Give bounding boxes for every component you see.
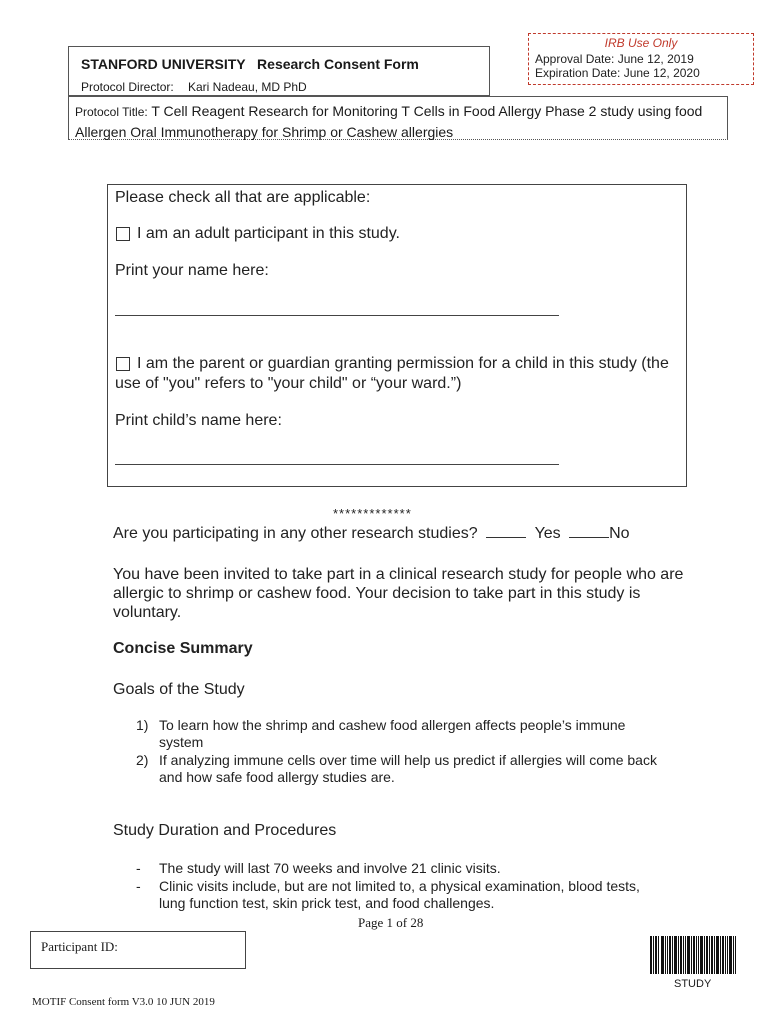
form-header [68, 46, 490, 96]
guardian-checkbox[interactable] [116, 357, 130, 371]
procedure-2-bullet: - [136, 878, 141, 894]
no-blank[interactable] [569, 537, 609, 538]
participant-id-box[interactable] [30, 931, 246, 969]
invite-line-2: allergic to shrimp or cashew food. Your decision to take part in this study is [113, 585, 641, 602]
goal-2-line1: If analyzing immune cells over time will help us predict if allergies will come back [159, 752, 657, 768]
participant-type-panel [107, 184, 687, 487]
irb-expiration-date: Expiration Date: June 12, 2020 [535, 66, 700, 80]
procedure-1-line1: The study will last 70 weeks and involve 21 clinic visits. [159, 860, 501, 876]
protocol-title-label: Protocol Title: [75, 105, 148, 119]
print-name-label: Print your name here: [115, 262, 269, 279]
goal-2-line2: and how safe food allergy studies are. [159, 769, 395, 785]
goal-1-number: 1) [136, 717, 149, 733]
goal-1-line1: To learn how the shrimp and cashew food allergen affects people’s immune [159, 717, 626, 733]
panel-heading: Please check all that are applicable: [115, 189, 371, 206]
child-name-field[interactable] [115, 464, 559, 465]
protocol-director-value: Kari Nadeau, MD PhD [188, 80, 307, 94]
print-child-name-label: Print child’s name here: [115, 412, 282, 429]
guardian-label-line2: use of "you" refers to "your child" or “your ward.”) [115, 375, 462, 392]
adult-participant-checkbox[interactable] [116, 227, 130, 241]
concise-summary-heading: Concise Summary [113, 640, 253, 657]
barcode [650, 936, 736, 974]
participant-name-field[interactable] [115, 315, 559, 316]
guardian-label-line1: I am the parent or guardian granting permission for a child in this study (the [137, 355, 669, 372]
irb-title: IRB Use Only [604, 36, 678, 50]
procedure-2-line1: Clinic visits include, but are not limited to, a physical examination, blood tests, [159, 878, 640, 894]
page-number: Page 1 of 28 [358, 915, 424, 930]
goals-heading: Goals of the Study [113, 681, 245, 698]
irb-approval-date: Approval Date: June 12, 2019 [535, 52, 694, 66]
yes-label: Yes [534, 525, 561, 542]
adult-participant-label: I am an adult participant in this study. [137, 225, 400, 242]
irb-stamp [528, 33, 754, 85]
other-studies-text: Are you participating in any other research studies? [113, 525, 478, 542]
form-title: STANFORD UNIVERSITY Research Consent Form [81, 56, 419, 72]
participant-id-label: Participant ID: [41, 939, 118, 954]
invite-line-1: You have been invited to take part in a clinical research study for people who are [113, 566, 684, 583]
protocol-director-label: Protocol Director: [81, 80, 174, 94]
study-label: STUDY [674, 978, 712, 990]
other-studies-question [113, 525, 630, 543]
goal-2-number: 2) [136, 752, 149, 768]
form-version: MOTIF Consent form V3.0 10 JUN 2019 [32, 996, 215, 1008]
no-label: No [609, 525, 630, 542]
yes-blank[interactable] [486, 537, 526, 538]
separator: ************* [333, 506, 412, 521]
invite-line-3: voluntary. [113, 604, 182, 621]
duration-heading: Study Duration and Procedures [113, 822, 337, 839]
procedure-2-line2: lung function test, skin prick test, and food challenges. [159, 895, 495, 911]
procedure-1-bullet: - [136, 860, 141, 876]
protocol-title: T Cell Reagent Research for Monitoring T Cells in Food Allergy Phase 2 study using food Allergen Oral Immunotherapy for Shrimp or Cashew allergies [75, 103, 703, 140]
goal-1-line2: system [159, 734, 204, 750]
protocol-title-box [68, 96, 728, 140]
